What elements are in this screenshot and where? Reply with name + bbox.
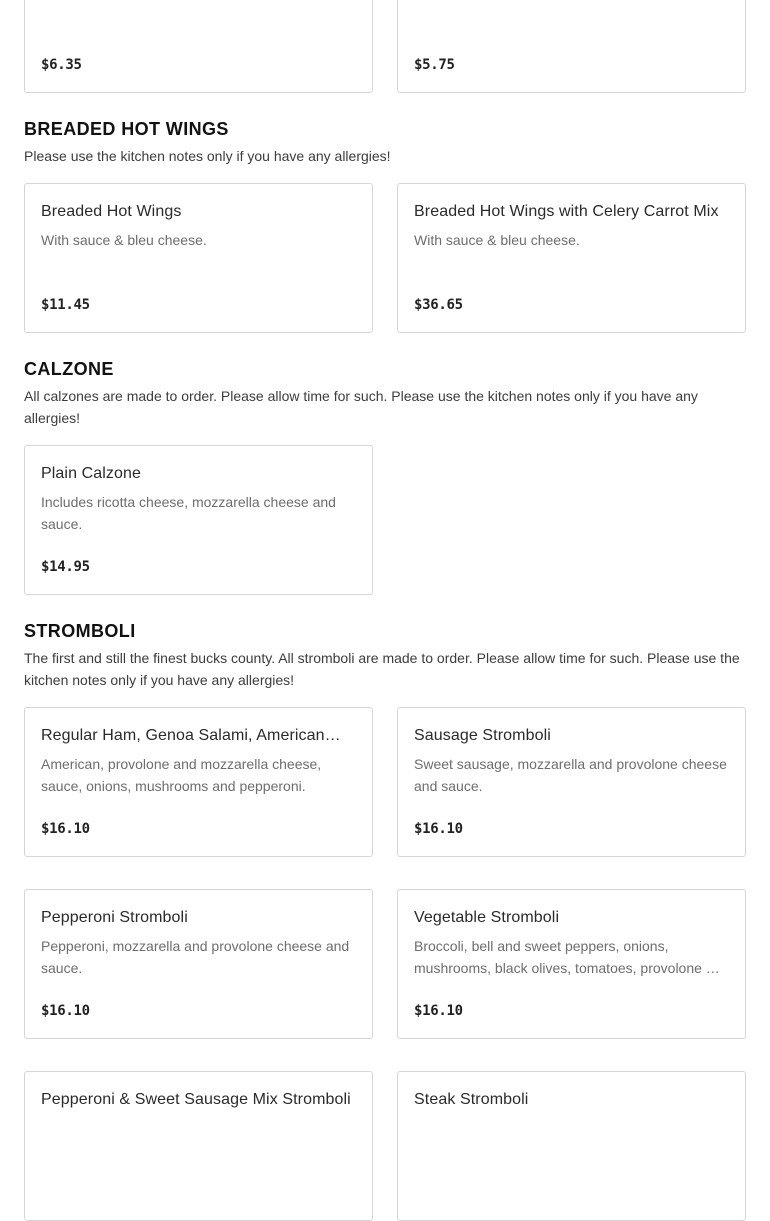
menu-item-price: $16.10 — [414, 1003, 463, 1019]
menu-item-price: $6.35 — [41, 57, 82, 73]
menu-item-name: Sausage Stromboli — [414, 727, 551, 744]
menu-item-card[interactable] — [24, 889, 373, 1039]
menu-item-price: $16.10 — [41, 1003, 90, 1019]
menu-item-price: $11.45 — [41, 297, 90, 313]
section-title: STROMBOLI — [24, 621, 136, 641]
menu-item-price: $16.10 — [41, 821, 90, 837]
menu-item-name: Breaded Hot Wings with Celery Carrot Mix — [414, 203, 719, 220]
menu-item-price: $16.10 — [414, 821, 463, 837]
menu-item-description: Sweet sausage, mozzarella and provolone cheese and sauce. — [414, 756, 727, 794]
menu-item-description: Broccoli, bell and sweet peppers, onions, mushrooms, black olives, tomatoes, provolone … — [414, 938, 720, 976]
menu-item-name: Steak Stromboli — [414, 1091, 529, 1108]
menu-item-name: Pepperoni Stromboli — [41, 909, 188, 926]
menu-item-description: American, provolone and mozzarella cheese, sauce, onions, mushrooms and pepperoni. — [41, 756, 322, 794]
section-title: BREADED HOT WINGS — [24, 119, 229, 139]
section-description: All calzones are made to order. Please allow time for such. Please use the kitchen notes only if you have any allergies! — [24, 388, 698, 426]
section-description: Please use the kitchen notes only if you have any allergies! — [24, 148, 391, 164]
section-title: CALZONE — [24, 359, 114, 379]
menu-item-name: Pepperoni & Sweet Sausage Mix Stromboli — [41, 1091, 351, 1108]
menu-item-card[interactable] — [24, 183, 373, 333]
menu-item-price: $5.75 — [414, 57, 455, 73]
menu-item-description: With sauce & bleu cheese. — [414, 232, 580, 248]
menu-item-card[interactable] — [397, 0, 746, 93]
menu-item-card[interactable] — [24, 445, 373, 595]
menu-item-name: Vegetable Stromboli — [414, 909, 560, 926]
menu-item-name: Breaded Hot Wings — [41, 203, 182, 220]
menu-item-card[interactable] — [397, 707, 746, 857]
menu-item-price: $14.95 — [41, 559, 90, 575]
menu-item-card[interactable] — [397, 183, 746, 333]
menu-item-price: $36.65 — [414, 297, 463, 313]
menu-item-card[interactable] — [24, 707, 373, 857]
menu-item-name: Plain Calzone — [41, 465, 142, 482]
menu-item-card[interactable] — [24, 1071, 373, 1221]
menu-item-description: With sauce & bleu cheese. — [41, 232, 207, 248]
menu-item-card[interactable] — [397, 889, 746, 1039]
menu-item-description: Pepperoni, mozzarella and provolone cheese and sauce. — [41, 938, 350, 976]
menu-item-card[interactable] — [397, 1071, 746, 1221]
menu-item-name: Regular Ham, Genoa Salami, American… — [41, 727, 341, 744]
menu-item-description: Includes ricotta cheese, mozzarella cheese and sauce. — [41, 494, 336, 532]
section-description: The first and still the finest bucks county. All stromboli are made to order. Please allow time for such. Please use the kitchen notes only if you have any allergies! — [24, 650, 740, 688]
menu-item-card[interactable] — [24, 0, 373, 93]
